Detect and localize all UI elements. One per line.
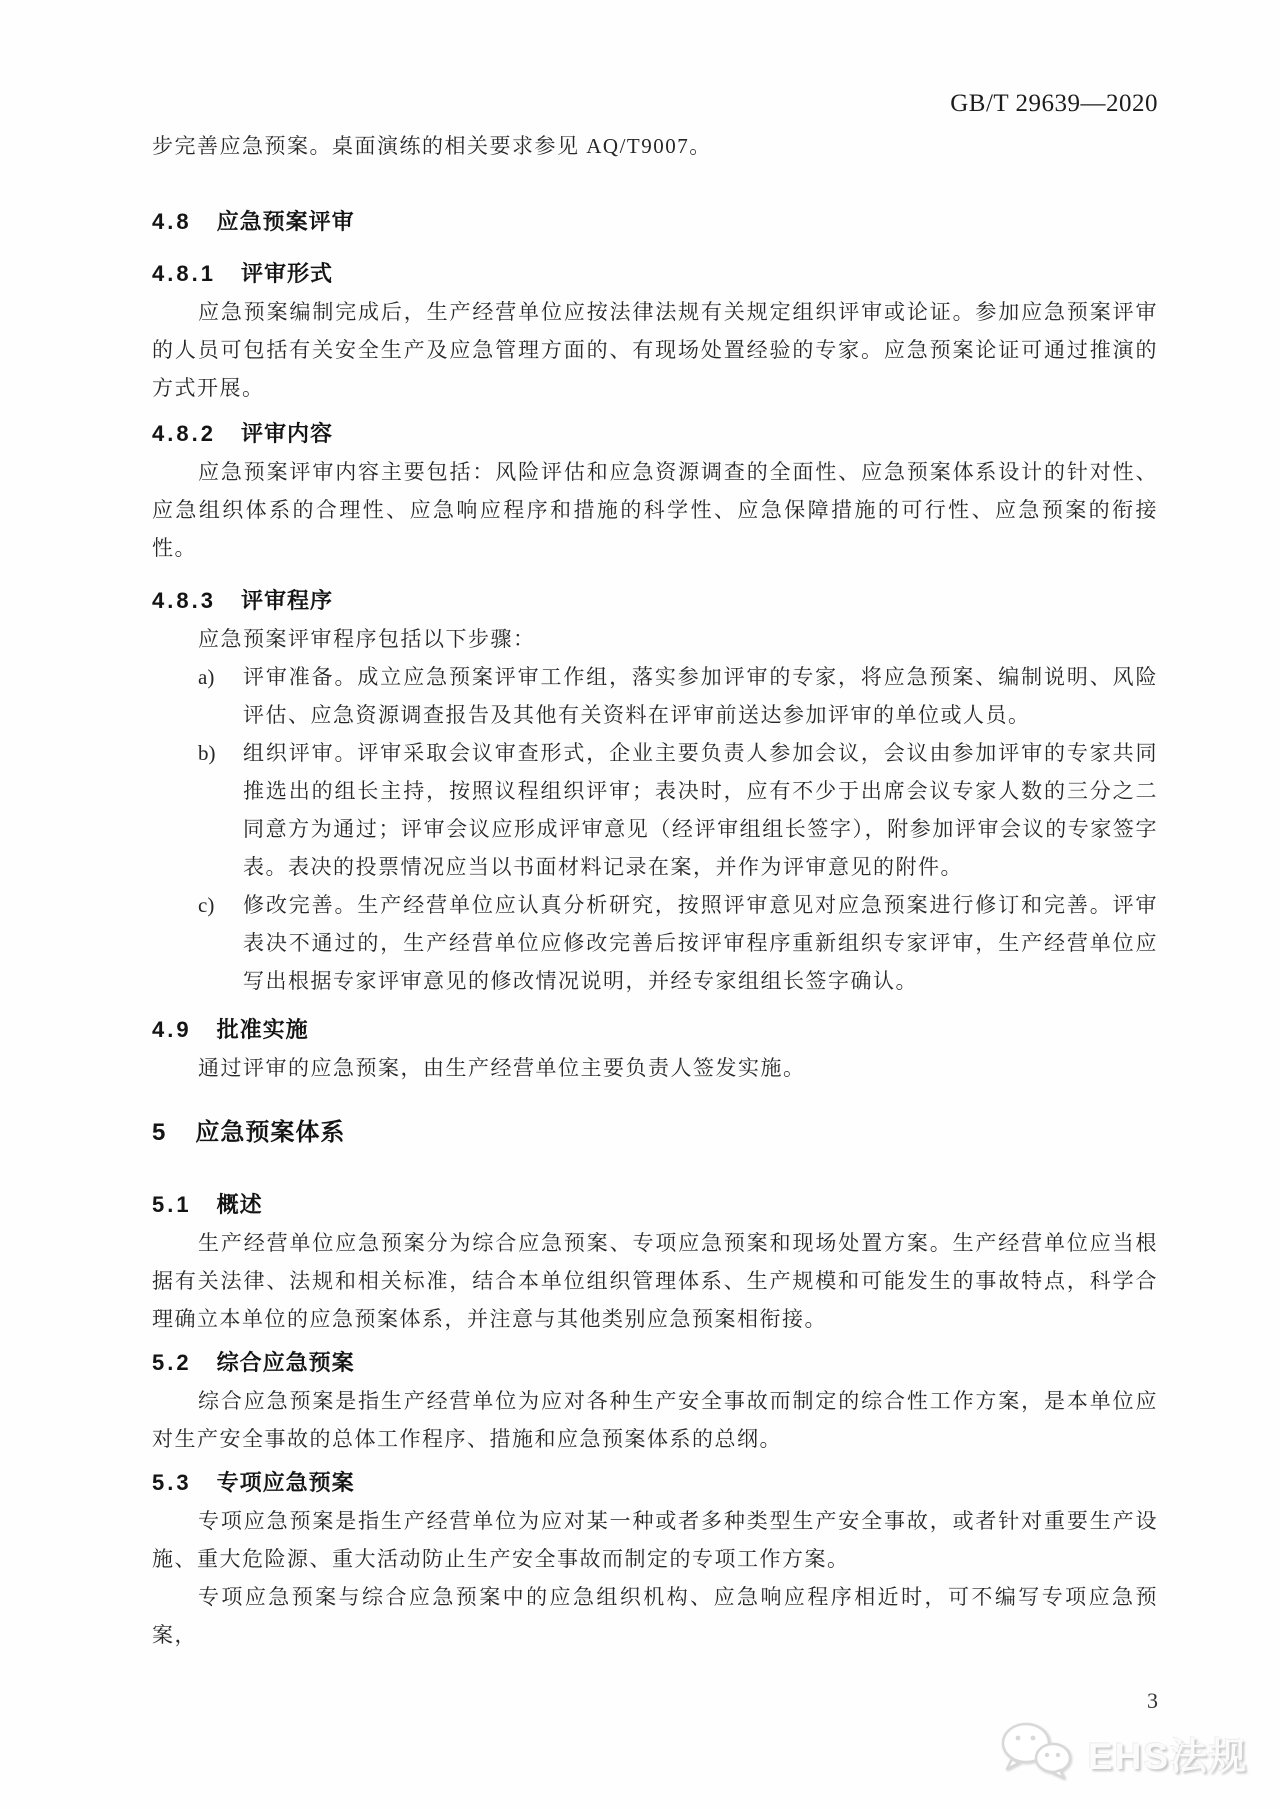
- paragraph-5-3-b: 专项应急预案与综合应急预案中的应急组织机构、应急响应程序相近时，可不编写专项应急预案，: [152, 1585, 1158, 1647]
- paragraph-4-8-1: 应急预案编制完成后，生产经营单位应按法律法规有关规定组织评审或论证。参加应急预案评审的人员可包括有关安全生产及应急管理方面的、有现场处置经验的专家。应急预案论证可通过推演的方式开展。: [152, 300, 1158, 400]
- paragraph-5-1: 生产经营单位应急预案分为综合应急预案、专项应急预案和现场处置方案。生产经营单位应当根据有关法律、法规和相关标准，结合本单位组织管理体系、生产规模和可能发生的事故特点，科学合理确立本单位的应急预案体系，并注意与其他类别应急预案相衔接。: [152, 1231, 1158, 1331]
- heading-title: 评审形式: [240, 261, 333, 286]
- heading-4-8-1: [152, 255, 1158, 293]
- heading-title: 概述: [216, 1192, 263, 1217]
- heading-title: 评审程序: [240, 588, 333, 613]
- page-content: [152, 0, 1158, 1654]
- heading-number: 4.8: [152, 209, 192, 234]
- watermark: [996, 1718, 1248, 1787]
- list-item-text: 评审准备。成立应急预案评审工作组，落实参加评审的专家，将应急预案、编制说明、风险评估、应急资源调查报告及其他有关资料在评审前送达参加评审的单位或人员。: [243, 665, 1158, 727]
- heading-number: 4.9: [152, 1017, 192, 1042]
- heading-title: 综合应急预案: [216, 1350, 355, 1375]
- heading-number: 5.3: [152, 1470, 192, 1495]
- heading-title: 批准实施: [216, 1017, 309, 1042]
- paragraph-4-9: 通过评审的应急预案，由生产经营单位主要负责人签发实施。: [198, 1056, 806, 1080]
- review-steps-list: [152, 658, 1158, 1000]
- paragraph-4-8-2: 应急预案评审内容主要包括：风险评估和应急资源调查的全面性、应急预案体系设计的针对性、应急组织体系的合理性、应急响应程序和措施的科学性、应急保障措施的可行性、应急预案的衔接性。: [152, 460, 1158, 560]
- list-item-c: [152, 886, 1158, 1000]
- heading-number: 5.1: [152, 1192, 192, 1217]
- heading-5-1: [152, 1186, 1158, 1224]
- heading-number: 4.8.1: [152, 261, 216, 286]
- list-marker: b): [198, 741, 216, 765]
- list-item-b: [152, 734, 1158, 886]
- page-number: 3: [1147, 1688, 1158, 1713]
- heading-title: 评审内容: [240, 421, 333, 446]
- heading-chapter-5: [152, 1111, 1158, 1155]
- list-item-text: 修改完善。生产经营单位应认真分析研究，按照评审意见对应急预案进行修订和完善。评审表决不通过的，生产经营单位应修改完善后按评审程序重新组织专家评审，生产经营单位应写出根据专家评审意见的修改情况说明，并经专家组组长签字确认。: [243, 893, 1158, 993]
- paragraph-continuation: 步完善应急预案。桌面演练的相关要求参见 AQ/T9007。: [152, 134, 712, 158]
- paragraph-5-3-a: 专项应急预案是指生产经营单位为应对某一种或者多种类型生产安全事故，或者针对重要生产设施、重大危险源、重大活动防止生产安全事故而制定的专项工作方案。: [152, 1509, 1158, 1571]
- list-item-a: [152, 658, 1158, 734]
- heading-5-2: [152, 1344, 1158, 1382]
- list-marker: c): [198, 893, 215, 917]
- heading-title: 应急预案体系: [195, 1119, 346, 1146]
- paragraph-5-2: 综合应急预案是指生产经营单位为应对各种生产安全事故而制定的综合性工作方案，是本单位应对生产安全事故的总体工作程序、措施和应急预案体系的总纲。: [152, 1389, 1158, 1451]
- wechat-icon: [996, 1718, 1078, 1787]
- heading-number: 4.8.2: [152, 421, 216, 446]
- heading-number: 4.8.3: [152, 588, 216, 613]
- heading-4-8: [152, 203, 1158, 241]
- heading-4-9: [152, 1011, 1158, 1049]
- heading-number: 5: [152, 1119, 169, 1146]
- standard-number: GB/T 29639—2020: [950, 90, 1158, 117]
- list-item-text: 组织评审。评审采取会议审查形式，企业主要负责人参加会议，会议由参加评审的专家共同推选出的组长主持，按照议程组织评审；表决时，应有不少于出席会议专家人数的三分之二同意方为通过；评审会议应形成评审意见（经评审组组长签字），附参加评审会议的专家签字表。表决的投票情况应当以书面材料记录在案，并作为评审意见的附件。: [243, 741, 1158, 879]
- heading-number: 5.2: [152, 1350, 192, 1375]
- list-marker: a): [198, 665, 215, 689]
- heading-4-8-2: [152, 415, 1158, 453]
- heading-title: 专项应急预案: [216, 1470, 355, 1495]
- heading-5-3: [152, 1464, 1158, 1502]
- paragraph-4-8-3-intro: 应急预案评审程序包括以下步骤：: [198, 627, 536, 651]
- heading-title: 应急预案评审: [216, 209, 355, 234]
- watermark-label: EHS法规: [1087, 1735, 1248, 1777]
- heading-4-8-3: [152, 582, 1158, 620]
